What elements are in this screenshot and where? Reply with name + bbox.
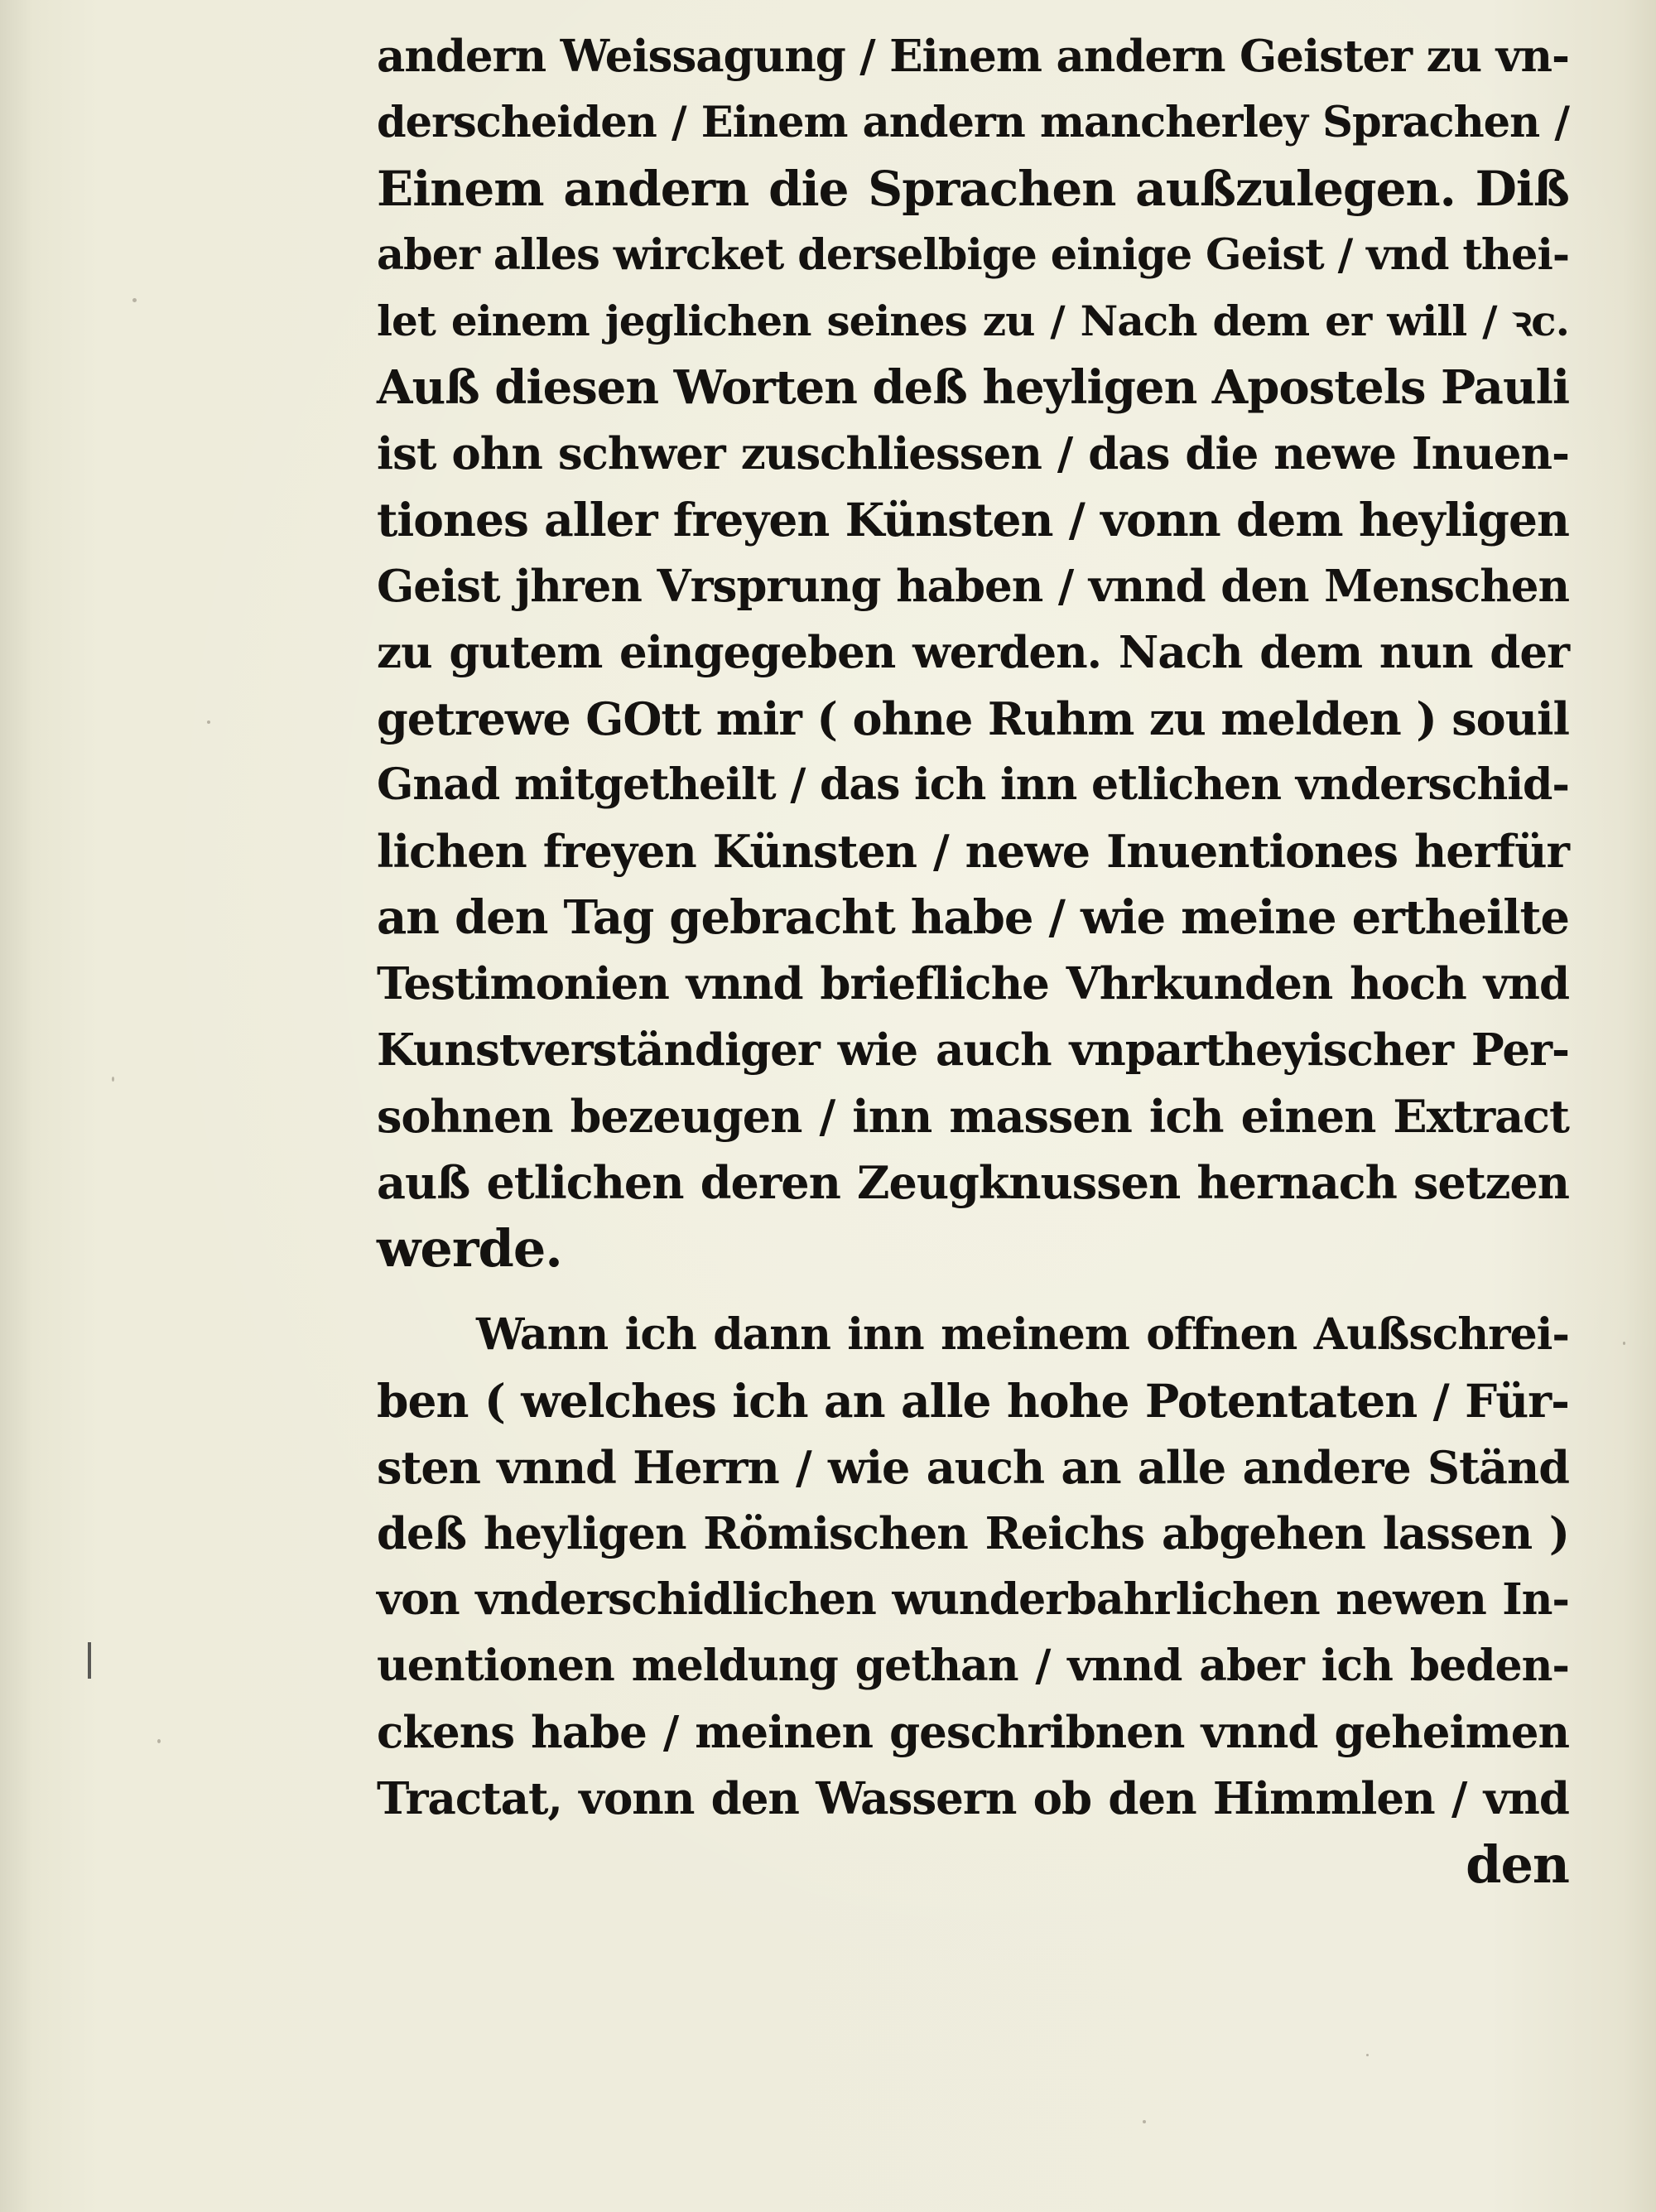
text-line: Wann ich dann inn meinem offnen Außschrei-	[476, 1309, 1569, 1360]
paper-speck	[1366, 2054, 1369, 2056]
margin-mark	[88, 1642, 91, 1679]
text-line: Tractat, vonn den Wassern ob den Himmlen / vnd	[377, 1773, 1569, 1824]
text-line: andern Weissagung / Einem andern Geister zu vn-	[377, 31, 1569, 82]
text-line: tiones aller freyen Künsten / vonn dem heyligen	[377, 493, 1569, 547]
text-line: Geist jhren Vrsprung haben / vnnd den Menschen	[377, 561, 1569, 612]
text-line: zu gutem eingegeben werden. Nach dem nun der	[377, 627, 1569, 678]
text-block	[377, 23, 1569, 1898]
paragraph-gap	[377, 1282, 1569, 1302]
text-line: getrewe GOtt mir ( ohne Ruhm zu melden ) souil	[377, 692, 1569, 745]
text-line: lichen freyen Künsten / newe Inuentiones herfür	[377, 825, 1569, 878]
text-line: ckens habe / meinen geschribnen vnnd geheimen	[377, 1707, 1569, 1758]
text-line: Gnad mitgetheilt / das ich inn etlichen vnderschid-	[377, 759, 1569, 810]
text-line: sten vnnd Herrn / wie auch an alle andere Ständ	[377, 1441, 1569, 1494]
text-line: uentionen meldung gethan / vnnd aber ich beden-	[377, 1641, 1569, 1691]
text-line: werde.	[377, 1218, 562, 1279]
text-line: Auß diesen Worten deß heyligen Apostels Pauli	[377, 360, 1570, 415]
text-line: auß etlichen deren Zeugknussen hernach setzen	[377, 1156, 1569, 1209]
text-line: ben ( welches ich an alle hohe Potentaten / Für-	[377, 1374, 1569, 1428]
text-line: von vnderschidlichen wunderbahrlichen newen In-	[377, 1574, 1569, 1625]
text-line: aber alles wircket derselbige einige Geist / vnd thei-	[377, 230, 1569, 280]
paragraph-2	[377, 1302, 1569, 1832]
text-line: derscheiden / Einem andern mancherley Sprachen /	[377, 98, 1569, 147]
text-line: deß heyligen Römischen Reichs abgehen lassen )	[377, 1508, 1569, 1559]
text-line: an den Tag gebracht habe / wie meine ertheilte	[377, 890, 1569, 945]
paper-speck	[132, 298, 137, 302]
text-line: Testimonien vnnd briefliche Vhrkunden hoch vnd	[377, 958, 1569, 1010]
paper-speck	[112, 1077, 114, 1082]
paragraph-1	[377, 23, 1569, 1282]
text-line: sohnen bezeugen / inn massen ich einen Extract	[377, 1090, 1569, 1143]
paper-speck	[207, 720, 210, 724]
text-line: let einem jeglichen seines zu / Nach dem er will / ꝛc.	[377, 296, 1569, 345]
text-line: Kunstverständiger wie auch vnpartheyischer Per-	[377, 1024, 1569, 1076]
paper-speck	[1143, 2120, 1146, 2123]
catchword: den	[1466, 1834, 1569, 1895]
paper-speck	[157, 1739, 161, 1743]
paper-speck	[1623, 1342, 1625, 1345]
text-line: ist ohn schwer zuschliessen / das die newe Inuen-	[377, 428, 1569, 480]
text-line: Einem andern die Sprachen außzulegen. Diß	[377, 161, 1569, 217]
